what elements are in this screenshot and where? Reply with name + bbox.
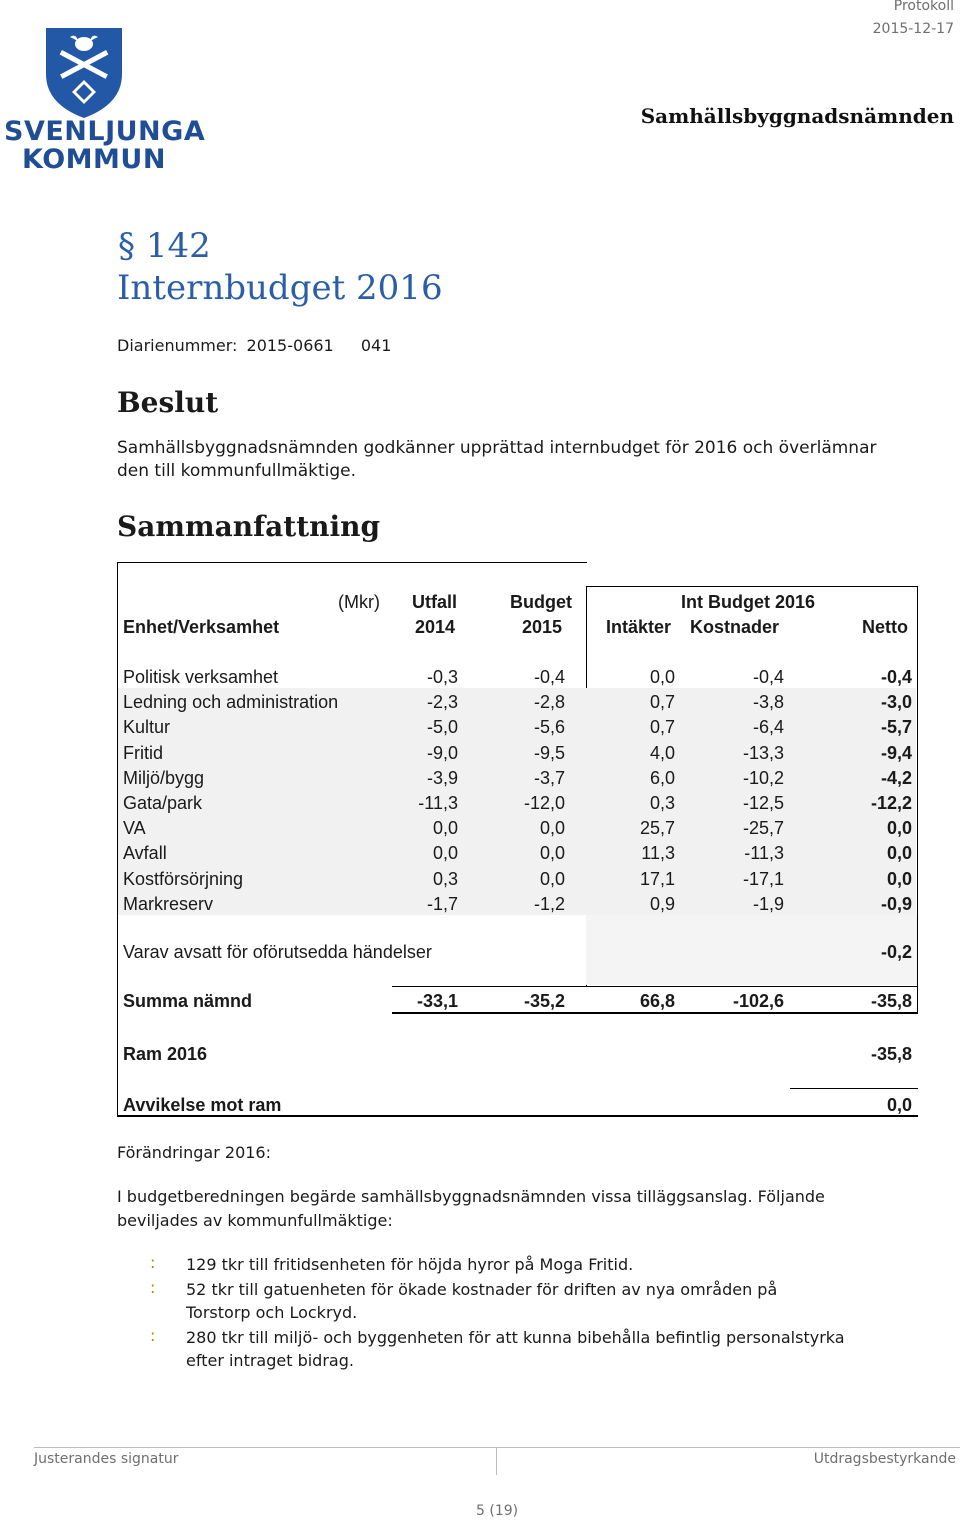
row-net: 0,0 (886, 843, 912, 864)
row-name: Miljö/bygg (123, 767, 205, 788)
signature-label: Justerandes signatur (34, 1451, 179, 1467)
row-name: Fritid (123, 742, 163, 763)
row-income: 4,0 (649, 742, 675, 763)
list-bullet: : (150, 1326, 156, 1345)
footer-divider (34, 1447, 960, 1448)
list-bullet: : (150, 1253, 156, 1272)
row-budget-2015: -3,7 (533, 767, 565, 788)
frame-net: -35,8 (870, 1044, 912, 1064)
row-costs: -25,7 (742, 818, 784, 839)
diary-number (117, 336, 391, 355)
row-outcome-2014: -11,3 (418, 793, 458, 813)
row-outcome-2014: -1,7 (426, 893, 458, 914)
int-budget-border-top (586, 586, 918, 587)
changes-intro-line1: I budgetberedningen begärde samhällsbyggnadsnämnden vissa tilläggsanslag. Följande (117, 1187, 825, 1206)
row-net: -0,9 (880, 893, 912, 914)
row-budget-2015: -2,8 (533, 692, 565, 713)
row-net: -12,2 (870, 793, 912, 813)
row-budget-2015: 0,0 (539, 868, 565, 889)
decision-text-line2: den till kommunfullmäktige. (117, 461, 357, 481)
changes-intro (117, 1185, 825, 1233)
col-int-budget-header: Int Budget 2016 (681, 592, 816, 612)
row-income: 0,9 (649, 893, 675, 914)
list-item-line1: 280 tkr till miljö- och byggenheten för att kunna bibehålla befintlig personalstyrka (186, 1328, 845, 1347)
list-item (186, 1278, 906, 1324)
row-net: -3,0 (880, 692, 912, 713)
row-income: 0,7 (649, 692, 675, 713)
diary-label: Diarienummer: (117, 336, 238, 355)
row-costs: -0,4 (752, 667, 784, 687)
row-budget-2015: 0,0 (539, 843, 565, 864)
row-income: 11,3 (641, 843, 675, 864)
total-income: 66,8 (639, 991, 675, 1011)
unit-label: (Mkr) (338, 592, 380, 612)
row-budget-2015: -0,4 (533, 667, 565, 687)
certify-label: Utdragsbestyrkande (813, 1451, 956, 1467)
list-item-line1: 52 tkr till gatuenheten för ökade kostnader för driften av nya områden på (186, 1280, 778, 1299)
committee-name: Samhällsbyggnadsnämnden (640, 104, 954, 128)
list-bullet: : (150, 1278, 156, 1297)
logo-text-line2: KOMMUN (22, 144, 166, 175)
row-outcome-2014: -2,3 (426, 692, 458, 713)
reserve-label: Varav avsatt för oförutsedda händelser (123, 942, 432, 962)
row-name: VA (123, 818, 146, 839)
total-outcome-2014: -33,1 (416, 991, 458, 1011)
row-outcome-2014: -3,9 (426, 767, 458, 788)
row-name: Markreserv (123, 893, 214, 914)
row-outcome-2014: 0,0 (432, 818, 458, 839)
section-number-value: 142 (145, 226, 211, 266)
page-number: 5 (19) (476, 1503, 519, 1519)
changes-heading: Förändringar 2016: (117, 1143, 271, 1162)
section-title: Internbudget 2016 (117, 268, 443, 308)
deviation-line-top (790, 1088, 918, 1089)
total-net: -35,8 (870, 991, 912, 1011)
decision-text-line1: Samhällsbyggnadsnämnden godkänner upprättad internbudget för 2016 och överlämnar (117, 438, 877, 458)
deviation-label: Avvikelse mot ram (123, 1095, 282, 1115)
coat-of-arms-icon (4, 24, 164, 120)
table-border-right (917, 586, 918, 1014)
section-number (118, 226, 211, 266)
row-name: Avfall (123, 843, 167, 864)
row-name: Kultur (123, 717, 171, 738)
row-income: 17,1 (639, 868, 675, 889)
decision-heading: Beslut (117, 386, 219, 419)
diary-number-value: 2015-0661 (246, 336, 334, 355)
row-budget-2015: -1,2 (533, 893, 565, 914)
col-income-header: Intäkter (606, 617, 672, 637)
row-budget-2015: 0,0 (539, 818, 565, 839)
row-costs: -6,4 (752, 717, 784, 738)
row-costs: -12,5 (742, 793, 784, 813)
total-line-bottom (392, 1012, 918, 1014)
list-item-line1: 129 tkr till fritidsenheten för höjda hyror på Moga Fritid. (186, 1255, 634, 1274)
col-unit-header: Enhet/Verksamhet (123, 617, 280, 637)
document-date: 2015-12-17 (872, 21, 954, 37)
reserve-net: -0,2 (880, 942, 912, 962)
col-net-header: Netto (862, 617, 908, 637)
row-income: 0,3 (649, 793, 675, 813)
paragraph-symbol: § (118, 226, 135, 266)
row-costs: -10,2 (742, 767, 784, 788)
row-outcome-2014: -9,0 (426, 742, 458, 763)
row-net: -4,2 (880, 767, 912, 788)
row-income: 25,7 (639, 818, 675, 839)
changes-intro-line2: beviljades av kommunfullmäktige: (117, 1211, 393, 1230)
row-costs: -13,3 (742, 742, 784, 763)
row-net: -5,7 (880, 717, 912, 738)
col-budget-header: Budget (510, 592, 572, 612)
row-net: -9,4 (880, 742, 912, 763)
total-budget-2015: -35,2 (523, 991, 565, 1011)
row-name: Gata/park (123, 793, 203, 813)
row-costs: -3,8 (752, 692, 784, 713)
row-name: Kostförsörjning (123, 868, 244, 889)
row-name: Ledning och administration (123, 692, 339, 713)
document-type: Protokoll (893, 0, 954, 14)
row-costs: -11,3 (744, 843, 784, 864)
row-net: 0,0 (886, 868, 912, 889)
row-income: 0,0 (649, 667, 675, 687)
row-budget-2015: -9,5 (533, 742, 565, 763)
row-net: 0,0 (886, 818, 912, 839)
row-costs: -17,1 (742, 868, 784, 889)
row-income: 0,7 (649, 717, 675, 738)
summary-heading: Sammanfattning (117, 510, 381, 543)
deviation-net: 0,0 (886, 1095, 912, 1115)
row-net: -0,4 (880, 667, 912, 687)
row-name: Politisk verksamhet (123, 667, 279, 687)
logo-text-line1: SVENLJUNGA (4, 116, 206, 147)
municipality-logo (4, 24, 206, 175)
col-costs-header: Kostnader (690, 617, 780, 637)
list-item (186, 1326, 906, 1372)
row-outcome-2014: 0,3 (432, 868, 458, 889)
col-outcome-header: Utfall (412, 592, 457, 612)
row-outcome-2014: -5,0 (426, 717, 458, 738)
row-budget-2015: -12,0 (523, 793, 565, 813)
row-costs: -1,9 (752, 893, 784, 914)
total-costs: -102,6 (732, 991, 784, 1011)
frame-label: Ram 2016 (123, 1044, 208, 1064)
footer-separator (496, 1447, 497, 1475)
decision-text (117, 437, 876, 483)
list-item (186, 1253, 906, 1276)
row-income: 6,0 (649, 767, 675, 788)
table-border-top (117, 562, 587, 563)
total-line-top (392, 986, 918, 987)
col-budget-year: 2015 (522, 617, 563, 637)
row-budget-2015: -5,6 (533, 717, 565, 738)
total-label: Summa nämnd (123, 991, 253, 1011)
row-outcome-2014: 0,0 (432, 843, 458, 864)
list-item-line2: efter intraget bidrag. (186, 1351, 354, 1370)
diary-code: 041 (360, 336, 392, 355)
list-item-line2: Torstorp och Lockryd. (186, 1303, 358, 1322)
row-outcome-2014: -0,3 (426, 667, 458, 687)
reserve-shading (586, 915, 917, 985)
col-outcome-year: 2014 (415, 617, 456, 637)
